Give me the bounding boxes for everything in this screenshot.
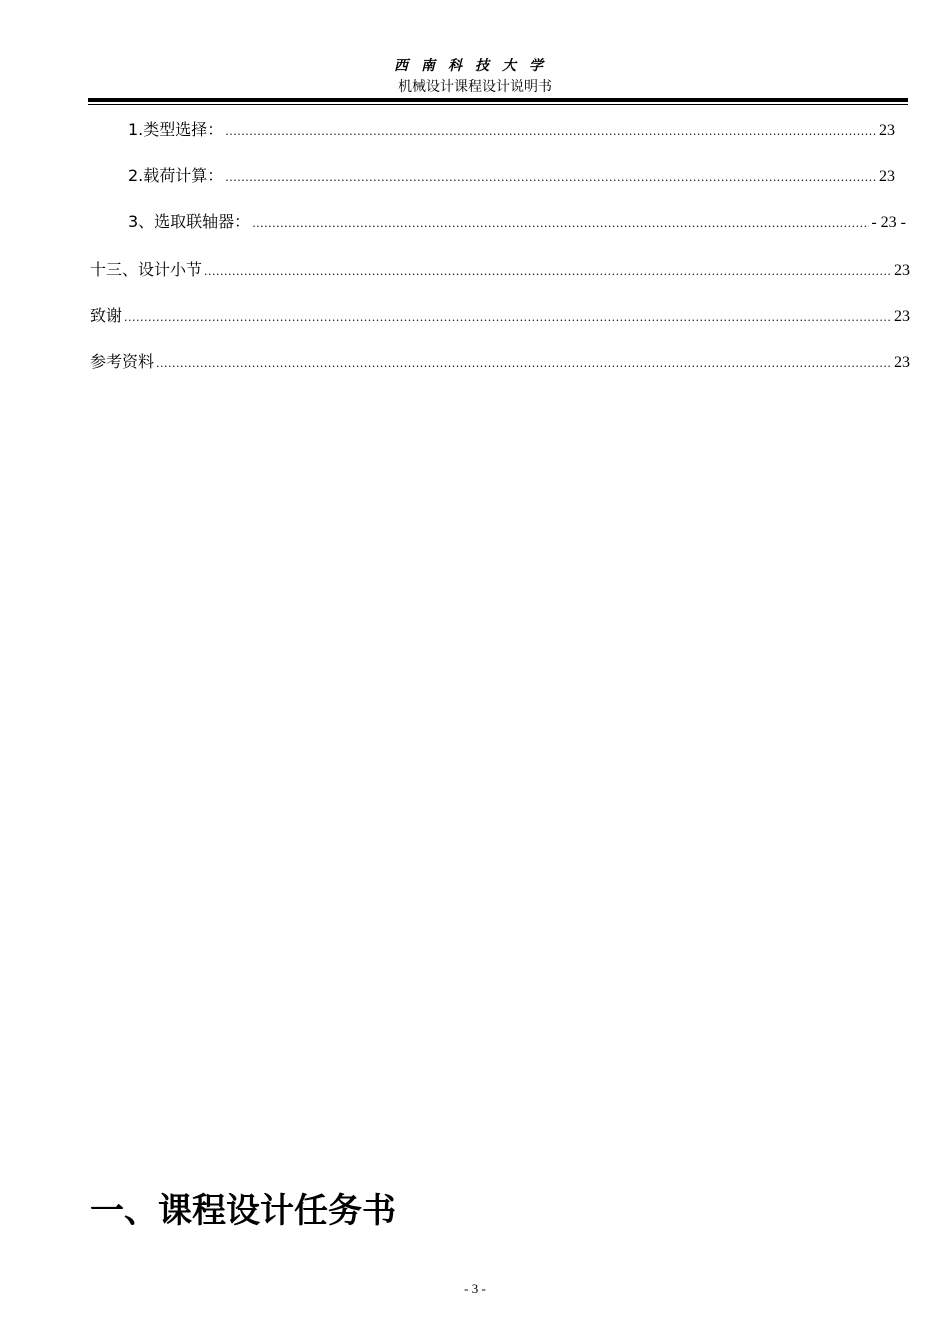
toc-entry-references[interactable] xyxy=(90,349,910,371)
toc-dot-leader xyxy=(225,125,877,138)
toc-entry-label: 参考资料 xyxy=(90,352,155,371)
toc-dot-leader xyxy=(204,265,892,278)
toc-dot-leader xyxy=(252,217,869,230)
section-heading: 一、课程设计任务书 xyxy=(90,1191,396,1231)
toc-entry-coupling-selection[interactable] xyxy=(128,209,906,231)
toc-entry-label: 致谢 xyxy=(90,306,123,325)
toc-dot-leader xyxy=(124,311,892,324)
toc-entry-page: 23 xyxy=(894,308,910,325)
toc-entry-acknowledgements[interactable] xyxy=(90,303,910,325)
toc-entry-page: 23 xyxy=(879,122,895,139)
toc-entry-page: 23 xyxy=(879,168,895,185)
toc-entry-page: - 23 - xyxy=(871,214,906,231)
toc-entry-label: 2.载荷计算： xyxy=(128,166,224,185)
toc-dot-leader xyxy=(225,171,877,184)
header-document-title: 机械设计课程设计说明书 xyxy=(398,79,552,95)
toc-entry-page: 23 xyxy=(894,354,910,371)
toc-entry-label: 1.类型选择： xyxy=(128,120,224,139)
header-rule-thin xyxy=(88,104,908,105)
header-university-name: 西南科技大学 xyxy=(394,58,556,74)
toc-entry-page: 23 xyxy=(894,262,910,279)
toc-entry-type-selection[interactable] xyxy=(128,117,895,139)
toc-dot-leader xyxy=(156,357,892,370)
header-rule-thick xyxy=(88,98,908,102)
toc-entry-label: 3、选取联轴器： xyxy=(128,212,251,231)
page-number: - 3 - xyxy=(464,1281,486,1296)
toc-entry-label: 十三、设计小节 xyxy=(90,260,203,279)
toc-entry-design-summary[interactable] xyxy=(90,257,910,279)
toc-entry-load-calculation[interactable] xyxy=(128,163,895,185)
